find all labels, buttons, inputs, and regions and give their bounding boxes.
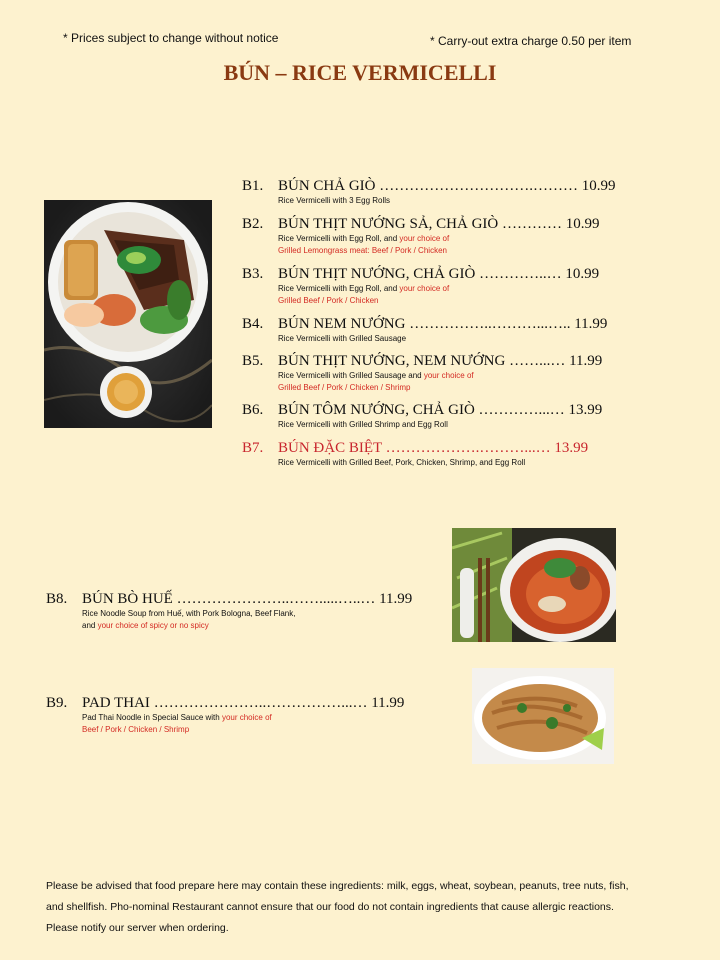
- menu-item-b9: [46, 694, 404, 736]
- menu-item-b6: [242, 401, 602, 431]
- item-dots: …………: [502, 216, 563, 232]
- bun-plate-photo: [44, 200, 212, 428]
- item-choice: your choice of: [399, 284, 450, 293]
- allergy-notice: [46, 876, 686, 939]
- item-code: B3.: [242, 266, 264, 282]
- menu-item-b1: [242, 177, 616, 207]
- item-price: 11.99: [379, 591, 413, 607]
- item-description: Rice Vermicelli with 3 Egg Rolls: [278, 196, 391, 205]
- item-dots: …………………..…….....…..…: [176, 591, 376, 607]
- item-price: 11.99: [371, 695, 405, 711]
- item-choice-prefix: and: [82, 621, 98, 630]
- item-choice: your choice of: [423, 371, 474, 380]
- item-code: B8.: [46, 591, 68, 607]
- menu-item-b4: [242, 315, 607, 345]
- allergy-line: and shellfish. Pho-nominal Restaurant cannot ensure that our food do not contain ingredients that cause allergic reactions.: [46, 901, 614, 913]
- item-choice-options: your choice of spicy or no spicy: [97, 621, 209, 630]
- item-description: Rice Vermicelli with Grilled Beef, Pork, Chicken, Shrimp, and Egg Roll: [278, 458, 526, 467]
- item-description: Rice Noodle Soup from Huế, with Pork Bologna, Beef Flank,: [82, 609, 296, 618]
- item-dots: ……………..………...…..: [409, 316, 571, 332]
- item-description: Rice Vermicelli with Egg Roll, and: [278, 234, 400, 243]
- item-dots: …………...…: [478, 402, 565, 418]
- item-price: 10.99: [581, 178, 616, 194]
- item-code: B5.: [242, 353, 264, 369]
- bun-bo-hue-photo: [452, 528, 616, 642]
- item-name: BÚN TÔM NƯỚNG, CHẢ GIÒ: [278, 402, 475, 418]
- pad-thai-photo: [472, 668, 614, 764]
- item-choice-options: Beef / Pork / Chicken / Shrimp: [82, 725, 190, 734]
- menu-item-b8: [46, 590, 412, 632]
- item-description: Rice Vermicelli with Grilled Sausage: [278, 334, 407, 343]
- item-description: Rice Vermicelli with Grilled Sausage and: [278, 371, 424, 380]
- item-choice-options: Grilled Beef / Pork / Chicken: [278, 296, 379, 305]
- carryout-notice: * Carry-out extra charge 0.50 per item: [430, 34, 632, 48]
- menu-item-b3: [242, 265, 599, 307]
- item-choice: your choice of: [221, 713, 272, 722]
- item-name: BÚN CHẢ GIÒ: [278, 178, 376, 194]
- item-dots: …………..…: [479, 266, 562, 282]
- item-name: BÚN THỊT NƯỚNG, NEM NƯỚNG: [278, 353, 506, 369]
- item-code: B6.: [242, 402, 264, 418]
- page-title: BÚN – RICE VERMICELLI: [223, 60, 497, 85]
- item-description: Pad Thai Noodle in Special Sauce with: [82, 713, 222, 722]
- item-price: 10.99: [565, 266, 600, 282]
- item-code: B7.: [242, 440, 264, 456]
- item-price: 11.99: [569, 353, 603, 369]
- item-price: 10.99: [565, 216, 600, 232]
- item-code: B1.: [242, 178, 264, 194]
- item-description: Rice Vermicelli with Grilled Shrimp and Egg Roll: [278, 420, 448, 429]
- item-name: BÚN ĐẶC BIỆT: [278, 440, 382, 456]
- menu-item-b2: [242, 215, 600, 257]
- item-dots: ………………………….………: [379, 178, 578, 194]
- price-notice: * Prices subject to change without notice: [63, 31, 279, 45]
- item-choice-options: Grilled Beef / Pork / Chicken / Shrimp: [278, 383, 411, 392]
- item-price: 13.99: [568, 402, 603, 418]
- item-price: 13.99: [554, 440, 589, 456]
- menu-item-b5: [242, 352, 602, 394]
- item-code: B2.: [242, 216, 264, 232]
- item-dots: …………………..……………...…: [153, 695, 368, 711]
- item-description: Rice Vermicelli with Egg Roll, and: [278, 284, 400, 293]
- item-dots: ……………….………...…: [385, 440, 551, 456]
- menu-item-b7: [242, 439, 588, 469]
- item-code: B9.: [46, 695, 68, 711]
- item-code: B4.: [242, 316, 264, 332]
- item-name: BÚN THỊT NƯỚNG SẢ, CHẢ GIÒ: [278, 216, 499, 232]
- item-name: BÚN NEM NƯỚNG: [278, 316, 406, 332]
- allergy-line: Please be advised that food prepare here may contain these ingredients: milk, eggs, wheat, soybean, peanuts, tree nuts, fish,: [46, 880, 629, 892]
- item-name: BÚN THỊT NƯỚNG, CHẢ GIÒ: [278, 266, 476, 282]
- item-dots: ……...…: [509, 353, 566, 369]
- item-choice-options: Grilled Lemongrass meat: Beef / Pork / Chicken: [278, 246, 447, 255]
- item-price: 11.99: [574, 316, 608, 332]
- allergy-line: Please notify our server when ordering.: [46, 922, 229, 934]
- item-name: PAD THAI: [82, 695, 150, 711]
- item-name: BÚN BÒ HUẾ: [82, 591, 173, 607]
- item-choice: your choice of: [399, 234, 450, 243]
